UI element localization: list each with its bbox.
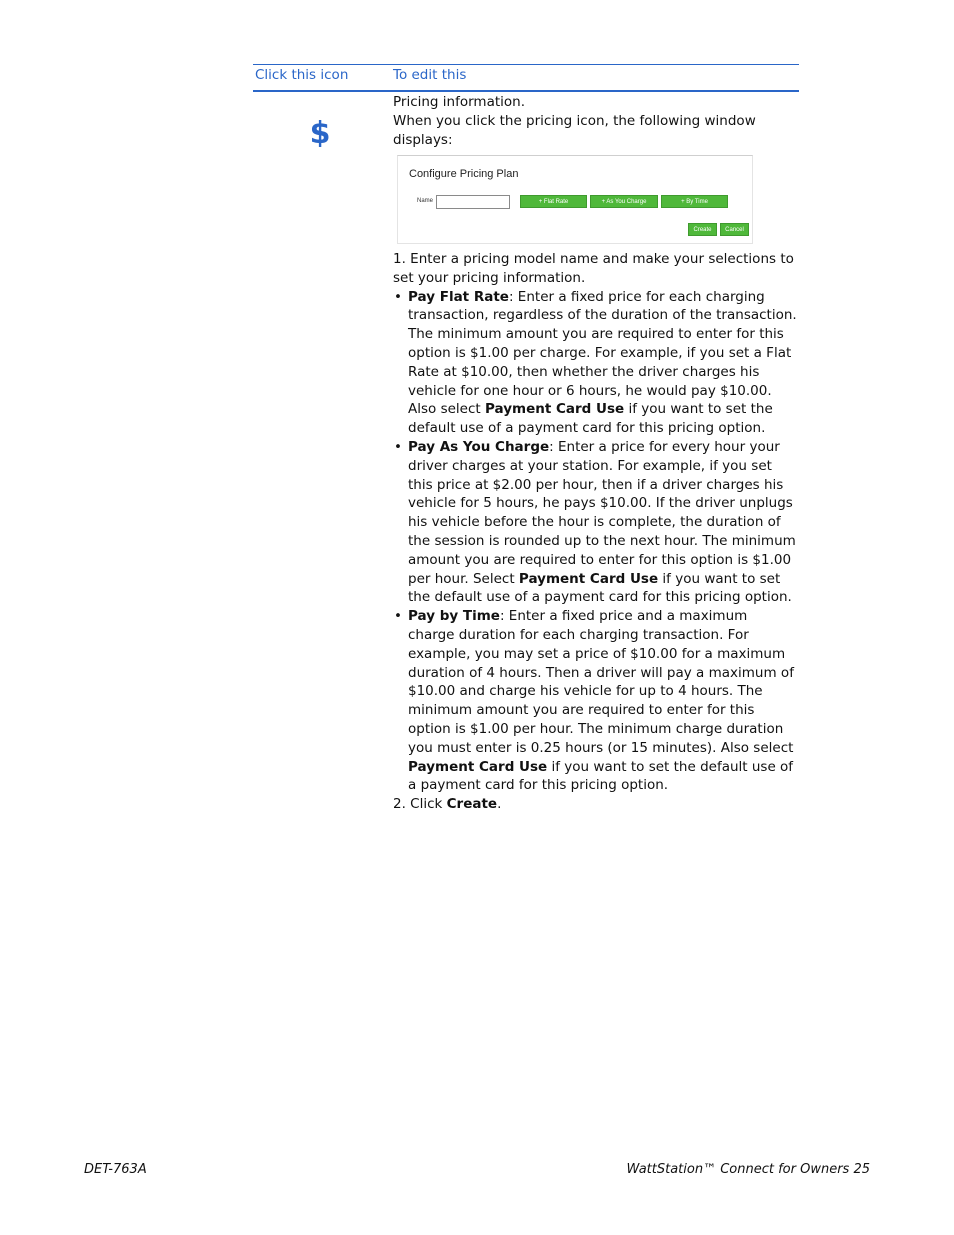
list-item <box>393 438 798 607</box>
list-item <box>393 288 798 438</box>
step-2-text: 2. Click <box>393 796 447 813</box>
create-button[interactable]: Create <box>688 223 717 236</box>
option-term: Pay Flat Rate <box>408 288 509 305</box>
by-time-button[interactable]: + By Time <box>661 195 728 208</box>
pricing-line1: Pricing information. <box>393 94 526 110</box>
name-input[interactable] <box>436 195 510 209</box>
option-term: Payment Card Use <box>484 401 625 418</box>
option-text: : Enter a fixed price for each charging transaction, regardless of the duration of the transaction. The minimum amount you are required to enter for this option is $1.00 per charge. For example, if you set a Flat Rate at $10.00, then whether the driver charges his vehicle for one hour or 6 hours, he would pay $10.00. Also select <box>408 288 797 418</box>
svg-text:$: $ <box>309 117 331 147</box>
option-text: if you want to set the default use of a payment card for this pricing option. <box>408 758 794 794</box>
option-text: if you want to set the default use of a payment card for this pricing option. <box>408 401 773 437</box>
table-header-bottom-rule <box>253 90 799 92</box>
pricing-options-list <box>393 288 798 796</box>
list-item <box>393 607 798 795</box>
table-header-col2: To edit this <box>393 67 467 83</box>
cancel-button[interactable]: Cancel <box>720 223 749 236</box>
as-you-charge-button[interactable]: + As You Charge <box>590 195 658 208</box>
instructions <box>393 250 798 814</box>
table-header-col1: Click this icon <box>255 67 349 83</box>
footer-title-page: WattStation™ Connect for Owners 25 <box>626 1162 870 1177</box>
option-text: : Enter a fixed price and a maximum charge duration for each charging transaction. For example, you may set a price of $10.00 for a maximum duration of 4 hours. Then a driver will pay a maximum of $10.00 and charge his vehicle for up to 4 hours. The minimum amount you are required to enter for this option is $1.00 per hour. The minimum charge duration you must enter is 0.25 hours (or 15 minutes). Also select <box>408 608 794 756</box>
step-1: 1. Enter a pricing model name and make your selections to set your pricing information. <box>393 251 794 286</box>
option-term: Payment Card Use <box>408 758 548 775</box>
step-2 <box>393 795 798 814</box>
window-title: Configure Pricing Plan <box>409 168 519 180</box>
option-term: Pay As You Charge <box>408 438 550 455</box>
option-text: if you want to set the default use of a payment card for this pricing option. <box>408 570 792 606</box>
step-2-term: Create <box>446 796 498 813</box>
table-header-top-rule <box>253 64 799 65</box>
step-2-suffix: . <box>497 796 502 813</box>
pricing-description <box>393 93 798 149</box>
option-term: Payment Card Use <box>518 570 659 587</box>
option-text: : Enter a price for every hour your driver charges at your station. For example, if you set this price at $2.00 per hour, then if a driver charges his vehicle for 5 hours, he pays $10.00. If the driver unplugs his vehicle before the hour is complete, the duration of the session is rounded up to the next hour. The minimum amount you are required to enter for this option is $1.00 per hour. Select <box>408 438 796 587</box>
configure-pricing-plan-window <box>397 155 753 244</box>
footer-doc-id: DET-763A <box>84 1162 147 1177</box>
option-term: Pay by Time <box>408 608 500 625</box>
name-label: Name <box>417 198 434 204</box>
flat-rate-button[interactable]: + Flat Rate <box>520 195 587 208</box>
pricing-line2: When you click the pricing icon, the following window displays: <box>393 112 756 148</box>
dollar-icon <box>308 117 332 147</box>
